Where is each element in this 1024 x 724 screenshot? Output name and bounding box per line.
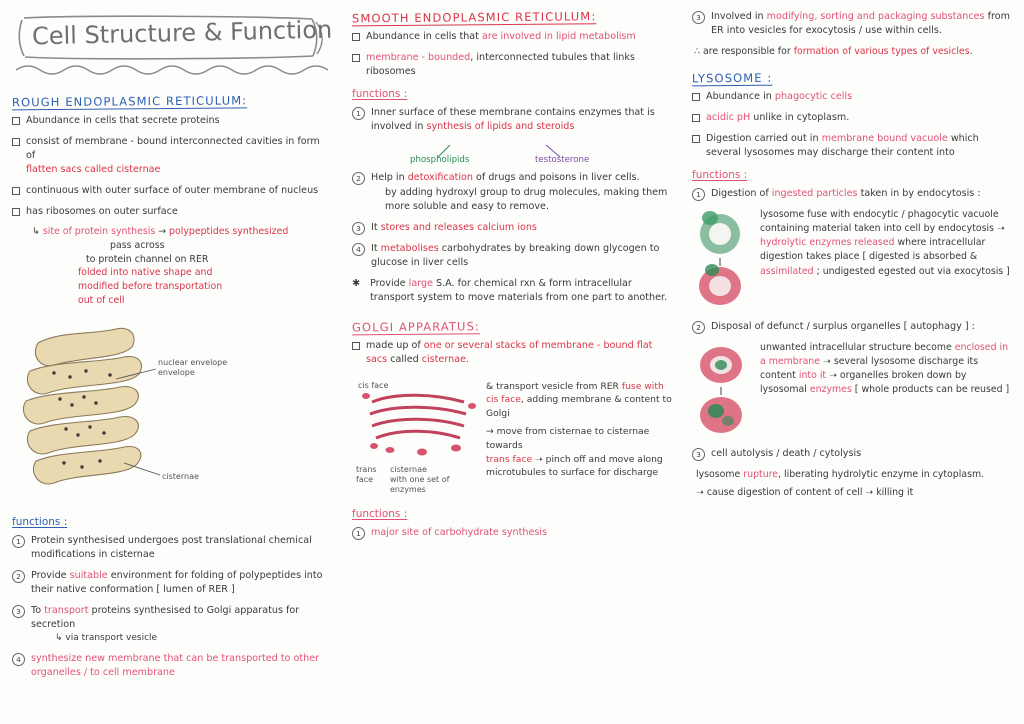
svg-text:envelope: envelope [158, 368, 195, 378]
column-smooth-er-golgi [340, 0, 680, 724]
bullet-text: consist of membrane - bound interconnected cavities in form of [26, 135, 320, 161]
bullet-item: Abundance in cells that secrete proteins [12, 114, 332, 128]
function-item: 2 Disposal of defunct / surplus organelles [ autophagy ] : [692, 320, 1016, 334]
label-cis-face: cis face [358, 380, 389, 390]
function-item: 3 cell autolysis / death / cytolysis [692, 447, 1016, 461]
number-bullet-icon: 4 [352, 243, 365, 256]
function-item: 2 Provide suitable environment for folding of polypeptides into their native conformation [ lumen of RER ] [12, 569, 332, 597]
heading-smooth-er: SMOOTH ENDOPLASMIC RETICULUM: [351, 9, 597, 26]
function-item: 4 It metabolises carbohydrates by breaking down glycogen to glucose in liver cells [352, 242, 672, 270]
note-item: ✱ Provide large S.A. for chemical rxn & form intracellular transport system to move materials from one part to another. [352, 278, 668, 303]
heading-golgi: GOLGI APPARATUS: [351, 319, 480, 335]
golgi-side-note: & transport vesicle from RER fuse with cis face, adding membrane & content to Golgi → move from cisternae to cisternae towards trans face ➝ pinch off and move along microtubules to surface for discharge [486, 380, 672, 479]
corner-arrow-icon: ↳ [32, 226, 40, 238]
checkbox-icon[interactable] [12, 208, 20, 216]
bullet-item: Digestion carried out in membrane bound vacuole which several lysosomes may discharge their content into [692, 132, 1016, 160]
label-cisternae-golgi: cisternae [390, 464, 427, 474]
functions-label-lysosome: functions : [692, 169, 748, 182]
checkbox-icon[interactable] [12, 117, 20, 125]
number-bullet-icon: 3 [352, 222, 365, 235]
checkbox-icon[interactable] [352, 342, 360, 350]
heading-rough-er: ROUGH ENDOPLASMIC RETICULUM: [11, 93, 248, 110]
bullet-item: Abundance in phagocytic cells [692, 90, 1016, 104]
lysosome-text-3: lysosome rupture, liberating hydrolytic enzyme in cytoplasm. ➝ cause digestion of content of cell ➝ killing it [696, 469, 985, 498]
column-lysosome [680, 0, 1024, 724]
functions-label-golgi: functions : [352, 507, 408, 520]
function-item: 4 synthesize new membrane that can be transported to other organelles / to cell membrane [12, 652, 332, 680]
number-bullet-icon: 3 [692, 11, 705, 24]
lysosome-text-1: lysosome fuse with endocytic / phagocytic vacuole containing material taken into cell by endocytosis ➝ hydrolytic enzymes released where intracellular digestion takes place [ digested is absorbed & assimilated ; undigested egested out via exocytosis ] [760, 209, 1010, 277]
annotation-group-lipids [410, 141, 672, 171]
golgi-diagram [356, 376, 482, 502]
functions-label-ser: functions : [352, 87, 408, 100]
number-bullet-icon: 4 [12, 653, 25, 666]
function-item: 2 Help in detoxification of drugs and poisons in liver cells. by adding hydroxyl group to drug molecules, making them more soluble and easy to remove. [352, 171, 672, 215]
conclusion-note: ∴ are responsible for formation of various types of vesicles. [694, 45, 973, 57]
checkbox-icon[interactable] [692, 114, 700, 122]
function-item: 1 Protein synthesised undergoes post translational chemical modifications in cisternae [12, 534, 332, 562]
svg-text:with one set of: with one set of [390, 474, 450, 484]
lysosome-diagram-block-2 [694, 341, 1016, 439]
golgi-block [350, 374, 672, 502]
lysosome-text-2: unwanted intracellular structure become enclosed in a membrane ➝ several lysosome discharge its content into it ➝ organelles broken down by lysosomal enzymes [ whole products can be reused ] [760, 342, 1010, 396]
checkbox-icon[interactable] [352, 54, 360, 62]
lysosome-endocytosis-diagram [694, 208, 752, 312]
autophagy-diagram [694, 341, 752, 439]
lysosome-diagram-block-1 [694, 208, 1016, 312]
label-trans-face: trans [356, 464, 377, 474]
bullet-text-red: flatten sacs called cisternae [26, 163, 161, 175]
checkbox-icon[interactable] [692, 135, 700, 143]
annotation-phospholipids: phospholipids [410, 154, 470, 165]
function-item: 1 Inner surface of these membrane contains enzymes that is involved in synthesis of lipids and steroids [352, 106, 672, 134]
heading-lysosome: LYSOSOME : [691, 71, 773, 86]
wavy-divider-icon [14, 60, 344, 76]
svg-text:face: face [356, 474, 374, 484]
bullet-item: acidic pH unlike in cytoplasm. [692, 111, 1016, 125]
arrow-icon: → [486, 426, 494, 438]
number-bullet-icon: 1 [12, 535, 25, 548]
bullet-item: made up of one or several stacks of membrane - bound flat sacs called cisternae. [352, 339, 672, 367]
bullet-item: membrane - bounded, interconnected tubules that links ribosomes [352, 51, 672, 79]
bullet-item: continuous with outer surface of outer membrane of nucleus [12, 184, 332, 198]
functions-label-rer: functions : [12, 516, 68, 529]
number-bullet-icon: 3 [692, 448, 705, 461]
number-bullet-icon: 2 [12, 570, 25, 583]
number-bullet-icon: 1 [692, 188, 705, 201]
number-bullet-icon: 1 [352, 527, 365, 540]
number-bullet-icon: 1 [352, 107, 365, 120]
label-nuclear-envelope: nuclear envelope [158, 358, 228, 368]
function-item: 3 Involved in modifying, sorting and packaging substances from ER into vesicles for exocytosis / use within cells. [692, 10, 1016, 38]
title-text: Cell Structure & Function [31, 15, 333, 51]
bullet-marker-icon: & [486, 380, 494, 392]
sub-note-protein-synthesis: ↳ site of protein synthesis → polypeptides synthesized pass across to protein channel on RER folded into native shape and modified before transportation out of cell [32, 226, 289, 306]
page-title [16, 14, 334, 58]
number-bullet-icon: 3 [12, 605, 25, 618]
column-rough-er [0, 0, 340, 724]
function-item: 1 Digestion of ingested particles taken in by endocytosis : [692, 187, 1016, 201]
bullet-item: Abundance in cells that are involved in lipid metabolism [352, 30, 672, 44]
number-bullet-icon: 2 [352, 172, 365, 185]
bullet-item: has ribosomes on outer surface [12, 205, 332, 219]
rough-er-diagram [20, 313, 332, 507]
star-icon: ✱ [352, 278, 361, 290]
checkbox-icon[interactable] [12, 187, 20, 195]
function-item: 1 major site of carbohydrate synthesis [352, 526, 672, 540]
bullet-item [12, 135, 332, 177]
number-bullet-icon: 2 [692, 321, 705, 334]
checkbox-icon[interactable] [352, 33, 360, 41]
label-cisternae: cisternae [162, 472, 199, 482]
checkbox-icon[interactable] [12, 138, 20, 146]
function-item: 3 To transport proteins synthesised to Golgi apparatus for secretion ↳ via transport vesicle [12, 604, 332, 645]
svg-text:enzymes: enzymes [390, 484, 426, 494]
checkbox-icon[interactable] [692, 93, 700, 101]
function-item: 3 It stores and releases calcium ions [352, 221, 672, 235]
annotation-testosterone: testosterone [535, 154, 590, 165]
